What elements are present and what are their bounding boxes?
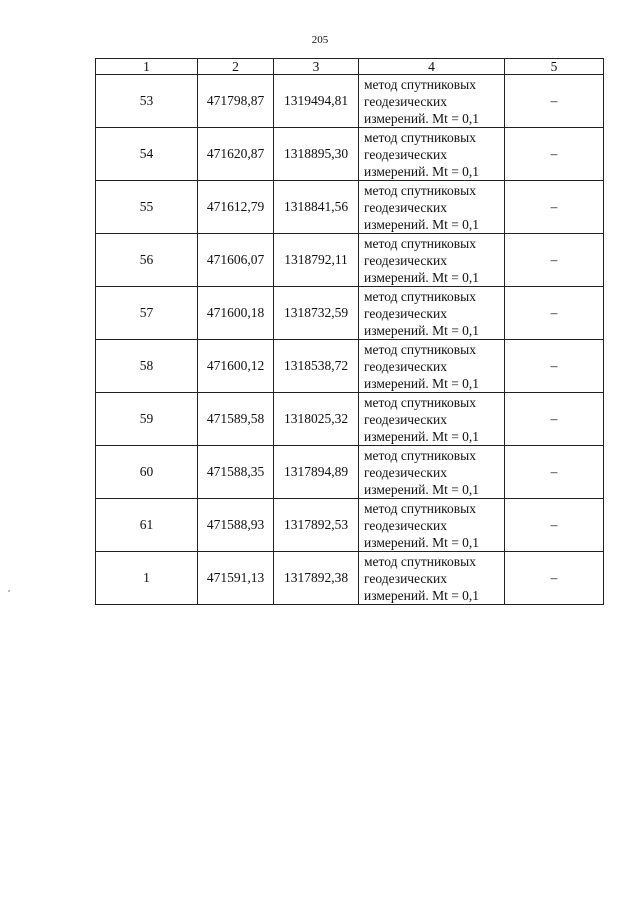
x-coordinate-cell: 471600,18	[198, 287, 274, 340]
y-coordinate-cell: 1317892,38	[274, 552, 359, 605]
method-cell: метод спутниковых геодезических измерений. Mt = 0,1	[359, 181, 505, 234]
point-number-cell: 58	[96, 340, 198, 393]
method-cell: метод спутниковых геодезических измерений. Mt = 0,1	[359, 499, 505, 552]
header-col-2: 2	[198, 59, 274, 75]
x-coordinate-cell: 471600,12	[198, 340, 274, 393]
note-cell: –	[505, 340, 604, 393]
point-number-cell: 59	[96, 393, 198, 446]
table-row	[96, 234, 604, 287]
y-coordinate-cell: 1318841,56	[274, 181, 359, 234]
x-coordinate-cell: 471612,79	[198, 181, 274, 234]
y-coordinate-cell: 1317892,53	[274, 499, 359, 552]
table-row	[96, 499, 604, 552]
note-cell: –	[505, 552, 604, 605]
method-cell: метод спутниковых геодезических измерений. Mt = 0,1	[359, 128, 505, 181]
note-cell: –	[505, 499, 604, 552]
point-number-cell: 54	[96, 128, 198, 181]
table-row	[96, 340, 604, 393]
table-row	[96, 287, 604, 340]
x-coordinate-cell: 471606,07	[198, 234, 274, 287]
table-row	[96, 181, 604, 234]
note-cell: –	[505, 287, 604, 340]
note-cell: –	[505, 128, 604, 181]
note-cell: –	[505, 181, 604, 234]
table-row	[96, 393, 604, 446]
note-cell: –	[505, 446, 604, 499]
coordinates-table	[95, 58, 604, 605]
y-coordinate-cell: 1319494,81	[274, 75, 359, 128]
method-cell: метод спутниковых геодезических измерений. Mt = 0,1	[359, 75, 505, 128]
y-coordinate-cell: 1317894,89	[274, 446, 359, 499]
method-cell: метод спутниковых геодезических измерений. Mt = 0,1	[359, 552, 505, 605]
y-coordinate-cell: 1318538,72	[274, 340, 359, 393]
note-cell: –	[505, 75, 604, 128]
table-row	[96, 552, 604, 605]
y-coordinate-cell: 1318792,11	[274, 234, 359, 287]
y-coordinate-cell: 1318895,30	[274, 128, 359, 181]
note-cell: –	[505, 234, 604, 287]
x-coordinate-cell: 471588,93	[198, 499, 274, 552]
note-cell: –	[505, 393, 604, 446]
header-col-5: 5	[505, 59, 604, 75]
point-number-cell: 53	[96, 75, 198, 128]
x-coordinate-cell: 471589,58	[198, 393, 274, 446]
method-cell: метод спутниковых геодезических измерений. Mt = 0,1	[359, 234, 505, 287]
x-coordinate-cell: 471588,35	[198, 446, 274, 499]
y-coordinate-cell: 1318025,32	[274, 393, 359, 446]
y-coordinate-cell: 1318732,59	[274, 287, 359, 340]
x-coordinate-cell: 471620,87	[198, 128, 274, 181]
method-cell: метод спутниковых геодезических измерений. Mt = 0,1	[359, 340, 505, 393]
point-number-cell: 61	[96, 499, 198, 552]
point-number-cell: 57	[96, 287, 198, 340]
method-cell: метод спутниковых геодезических измерений. Mt = 0,1	[359, 393, 505, 446]
page-number: 205	[311, 34, 329, 46]
header-col-4: 4	[359, 59, 505, 75]
point-number-cell: 56	[96, 234, 198, 287]
point-number-cell: 55	[96, 181, 198, 234]
header-col-3: 3	[274, 59, 359, 75]
table-row	[96, 446, 604, 499]
margin-speck	[8, 590, 10, 592]
x-coordinate-cell: 471591,13	[198, 552, 274, 605]
header-col-1: 1	[96, 59, 198, 75]
table-body	[96, 75, 604, 605]
method-cell: метод спутниковых геодезических измерений. Mt = 0,1	[359, 446, 505, 499]
point-number-cell: 1	[96, 552, 198, 605]
table-row	[96, 128, 604, 181]
x-coordinate-cell: 471798,87	[198, 75, 274, 128]
method-cell: метод спутниковых геодезических измерений. Mt = 0,1	[359, 287, 505, 340]
table-row	[96, 75, 604, 128]
point-number-cell: 60	[96, 446, 198, 499]
table-header-row	[96, 59, 604, 75]
